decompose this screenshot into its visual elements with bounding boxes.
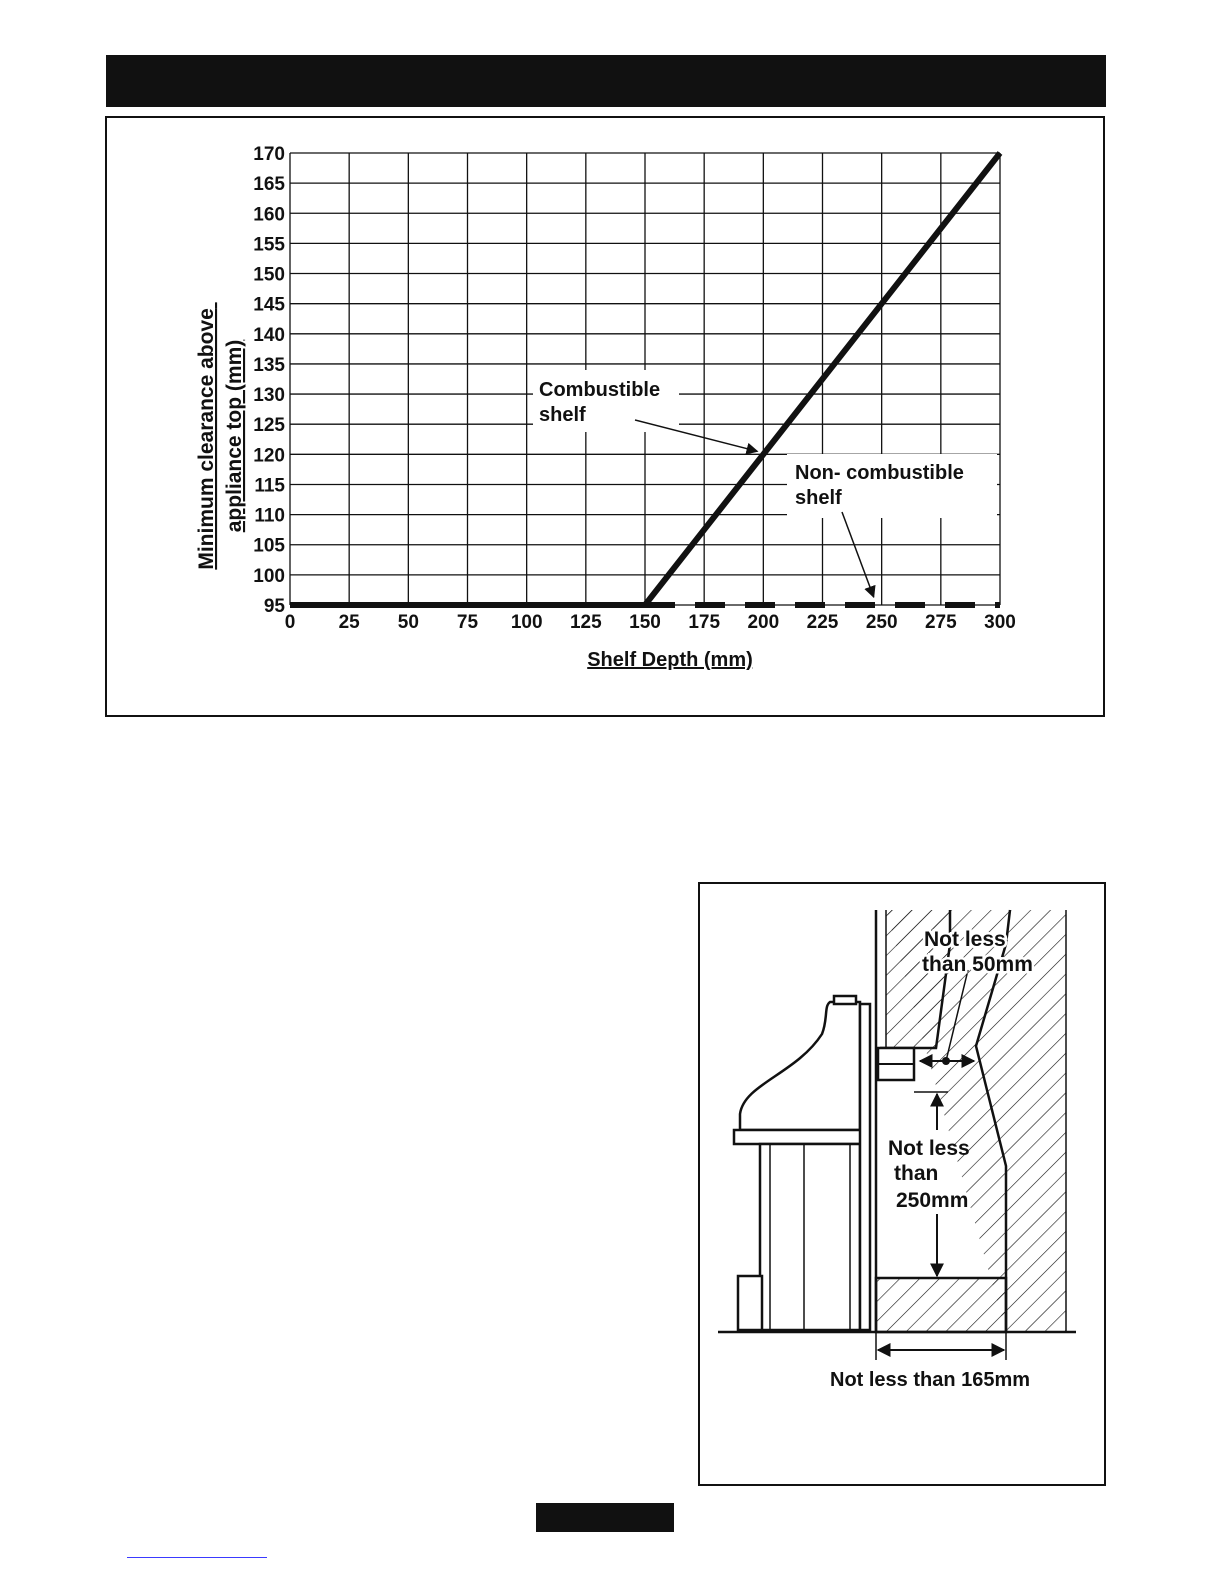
y-tick-label: 110 xyxy=(254,505,285,527)
y-tick-label: 145 xyxy=(253,294,285,316)
y-tick-label: 155 xyxy=(253,234,285,256)
x-axis-label: Shelf Depth (mm) xyxy=(587,649,753,671)
x-tick-label: 300 xyxy=(984,612,1016,633)
y-tick-label: 125 xyxy=(253,415,285,437)
y-tick-label: 120 xyxy=(253,445,285,467)
page-number-tab xyxy=(536,1503,674,1532)
label-250mm-line3: 250mm xyxy=(896,1189,969,1212)
y-tick-label: 150 xyxy=(253,264,285,286)
y-tick-label: 165 xyxy=(253,174,285,196)
y-tick-label: 115 xyxy=(254,475,285,497)
x-tick-label: 200 xyxy=(747,612,780,633)
y-tick-label: 95 xyxy=(263,596,285,617)
x-tick-label: 225 xyxy=(806,612,839,633)
annotation-non-combustible-line1: Non- combustible xyxy=(795,462,964,484)
y-axis-label-line2: appliance top (mm) xyxy=(223,339,246,533)
section-header-bar xyxy=(106,55,1106,107)
fire-appliance xyxy=(734,996,870,1330)
y-tick-label: 140 xyxy=(253,324,285,346)
label-165mm: Not less than 165mm xyxy=(830,1369,1031,1391)
x-tick-label: 25 xyxy=(338,612,360,633)
x-tick-label: 150 xyxy=(629,612,661,633)
label-50mm-line1: Not less xyxy=(924,928,1006,951)
annotation-arrow-non-combustible xyxy=(842,512,874,597)
x-tick-label: 50 xyxy=(397,612,419,633)
y-tick-label: 170 xyxy=(253,144,285,165)
x-tick-label: 125 xyxy=(569,612,602,633)
fireplace-clearance-diagram xyxy=(700,884,1108,1488)
x-tick-label: 250 xyxy=(865,612,898,633)
y-tick-label: 100 xyxy=(253,565,285,587)
label-250mm-line2: than xyxy=(894,1162,939,1185)
y-axis-label xyxy=(195,302,246,569)
label-50mm-line2: than 50mm xyxy=(922,953,1033,976)
y-tick-label: 130 xyxy=(253,385,285,407)
hearth xyxy=(876,1278,1006,1332)
x-tick-label: 0 xyxy=(284,612,296,633)
clearance-chart xyxy=(107,118,1107,719)
x-tick-label: 100 xyxy=(510,612,543,633)
clearance-chart-frame xyxy=(105,116,1105,717)
dimension-165mm xyxy=(876,1332,1006,1360)
annotation-combustible-line2: shelf xyxy=(539,404,586,426)
shelf-block xyxy=(878,1048,914,1080)
y-tick-label: 160 xyxy=(253,204,285,226)
y-tick-labels xyxy=(253,144,285,617)
y-tick-label: 135 xyxy=(253,354,285,376)
x-tick-labels xyxy=(285,612,1016,633)
y-axis-label-line1: Minimum clearance above xyxy=(195,308,218,570)
y-tick-label: 105 xyxy=(253,535,285,557)
chart-annotations xyxy=(533,370,997,597)
x-tick-label: 175 xyxy=(688,612,721,633)
x-tick-label: 75 xyxy=(456,612,479,633)
x-tick-label: 275 xyxy=(924,612,957,633)
clearance-diagram-frame xyxy=(698,882,1106,1486)
label-250mm-line1: Not less xyxy=(888,1137,970,1160)
footer-link-line xyxy=(127,1557,267,1558)
annotation-non-combustible-line2: shelf xyxy=(795,487,842,509)
annotation-combustible-line1: Combustible xyxy=(539,379,661,401)
